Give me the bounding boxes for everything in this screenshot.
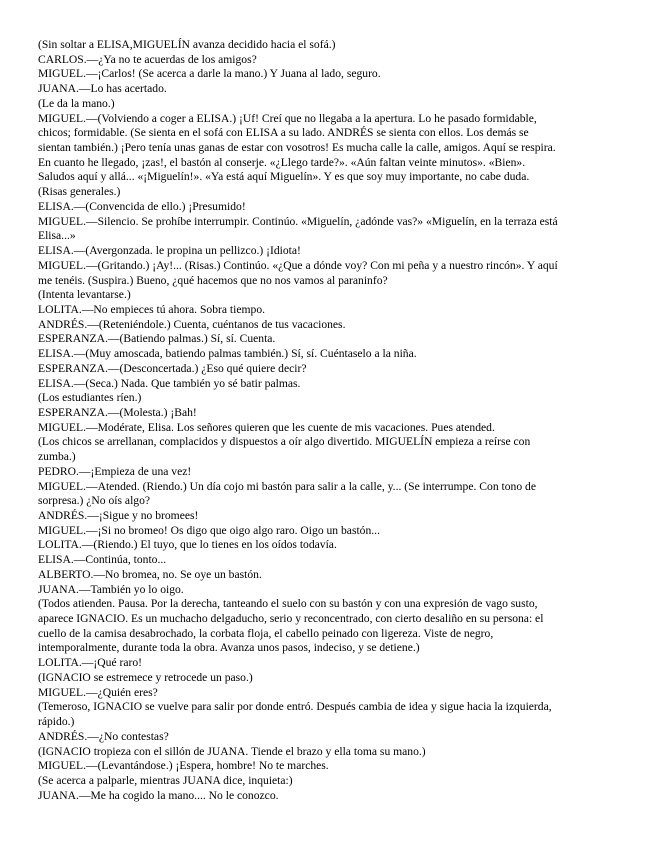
- text-line: intemporalmente, durante toda la obra. Avanza unos pasos, indeciso, y se detiene.): [38, 641, 420, 655]
- text-line: Elisa...»: [38, 229, 76, 243]
- text-line: rápido.): [38, 715, 75, 729]
- text-line: (Le da la mano.): [38, 96, 115, 110]
- text-line: LOLITA.—No empieces tú ahora. Sobra tiempo.: [38, 302, 266, 316]
- text-line: MIGUEL.—Silencio. Se prohíbe interrumpir. Continúo. «Miguelín, ¿adónde vas?» «Miguelín, en la terraza está: [38, 214, 558, 228]
- text-line: JUANA.—Me ha cogido la mano.... No le conozco.: [38, 788, 279, 802]
- text-line: En cuanto he llegado, ¡zas!, el bastón al conserje. «¿Llego tarde?». «Aún faltan veinte minutos». «Bien».: [38, 155, 526, 169]
- text-line: ESPERANZA.—(Batiendo palmas.) Sí, sí. Cuenta.: [38, 332, 276, 346]
- text-line: (Se acerca a palparle, mientras JUANA dice, inquieta:): [38, 773, 293, 787]
- text-line: (Sin soltar a ELISA,MIGUELÍN avanza decidido hacia el sofá.): [38, 38, 336, 51]
- text-line: (Risas generales.): [38, 185, 121, 199]
- text-line: ESPERANZA.—(Desconcertada.) ¿Eso qué quiere decir?: [38, 361, 307, 375]
- text-line: MIGUEL.—(Volviendo a coger a ELISA.) ¡Uf! Creí que no llegaba a la apertura. Lo he pasado formidable,: [38, 111, 537, 125]
- text-line: MIGUEL.—Atended. (Riendo.) Un día cojo mi bastón para salir a la calle, y... (Se interrumpe. Con tono de: [38, 479, 536, 493]
- text-line: (Intenta levantarse.): [38, 288, 131, 302]
- text-line: ANDRÉS.—¿No contestas?: [38, 729, 169, 743]
- text-line: aparece IGNACIO. Es un muchacho delgaducho, serio y reconcentrado, con cierto desaliño en su persona: el: [38, 612, 544, 626]
- text-line: PEDRO.—¡Empieza de una vez!: [38, 464, 192, 478]
- text-line: MIGUEL.—(Gritando.) ¡Ay!... (Risas.) Continúo. «¿Que a dónde voy? Con mi peña y a nuestro rincón». Y aquí: [38, 258, 558, 272]
- text-line: ELISA.—(Avergonzada. le propina un pellizco.) ¡Idiota!: [38, 244, 301, 258]
- text-line: JUANA.—También yo lo oigo.: [38, 582, 184, 596]
- text-line: (IGNACIO tropieza con el sillón de JUANA. Tiende el brazo y ella toma su mano.): [38, 744, 426, 758]
- text-line: Saludos aquí y allá... «¡Miguelín!». «Ya está aquí Miguelín». Y es que soy muy importante, no cabe duda.: [38, 170, 530, 184]
- text-line: (Temeroso, IGNACIO se vuelve para salir por donde entró. Después cambia de idea y sigue hacia la izquierda,: [38, 700, 552, 714]
- play-text-body: [38, 38, 625, 803]
- text-line: MIGUEL.—¿Quién eres?: [38, 685, 158, 699]
- text-line: zumba.): [38, 450, 76, 464]
- text-line: sorpresa.) ¿No oís algo?: [38, 494, 151, 508]
- text-line: CARLOS.—¿Ya no te acuerdas de los amigos?: [38, 52, 257, 66]
- text-line: (Los chicos se arrellanan, complacidos y dispuestos a oír algo divertido. MIGUELÍN empieza a reírse con: [38, 435, 531, 449]
- text-line: me tenéis. (Suspira.) Bueno, ¿qué hacemos que no nos vamos al paraninfo?: [38, 273, 388, 287]
- text-line: sientan también.) ¡Pero tenía unas ganas de estar con vosotros! Es mucha calle la calle, amigos. Aquí se respira.: [38, 141, 556, 155]
- text-line: (IGNACIO se estremece y retrocede un paso.): [38, 670, 253, 684]
- text-line: ANDRÉS.—¡Sigue y no bromees!: [38, 509, 199, 522]
- text-line: ESPERANZA.—(Molesta.) ¡Bah!: [38, 405, 197, 419]
- text-line: JUANA.—Lo has acertado.: [38, 82, 167, 96]
- text-line: cuello de la camisa desabrochado, la corbata floja, el cabello peinado con ligereza. Viste de negro,: [38, 626, 494, 640]
- text-line: MIGUEL.—Modérate, Elisa. Los señores quieren que les cuente de mis vacaciones. Pues atended.: [38, 420, 495, 434]
- text-line: ELISA.—(Seca.) Nada. Que también yo sé batir palmas.: [38, 376, 301, 390]
- text-line: ALBERTO.—No bromea, no. Se oye un bastón.: [38, 567, 262, 581]
- text-line: (Los estudiantes ríen.): [38, 391, 142, 405]
- text-line: MIGUEL.—¡Carlos! (Se acerca a darle la mano.) Y Juana al lado, seguro.: [38, 67, 381, 81]
- text-line: ELISA.—Continúa, tonto...: [38, 553, 167, 567]
- text-line: MIGUEL.—¡Si no bromeo! Os digo que oigo algo raro. Oigo un bastón...: [38, 523, 380, 537]
- text-line: chicos; formidable. (Se sienta en el sofá con ELISA a su lado. ANDRÉS se sienta con ellos. Los demás se: [38, 126, 529, 140]
- text-line: LOLITA.—(Riendo.) El tuyo, que lo tienes en los oídos todavía.: [38, 538, 337, 552]
- text-line: LOLITA.—¡Qué raro!: [38, 656, 143, 670]
- text-line: (Todos atienden. Pausa. Por la derecha, tanteando el suelo con su bastón y con una expresión de vago susto,: [38, 597, 538, 611]
- text-line: ANDRÉS.—(Reteniéndole.) Cuenta, cuéntanos de tus vacaciones.: [38, 317, 346, 331]
- text-line: ELISA.—(Muy amoscada, batiendo palmas también.) Sí, sí. Cuéntaselo a la niña.: [38, 347, 417, 361]
- text-line: MIGUEL.—(Levantándose.) ¡Espera, hombre! No te marches.: [38, 759, 329, 773]
- text-line: ELISA.—(Convencida de ello.) ¡Presumido!: [38, 199, 246, 213]
